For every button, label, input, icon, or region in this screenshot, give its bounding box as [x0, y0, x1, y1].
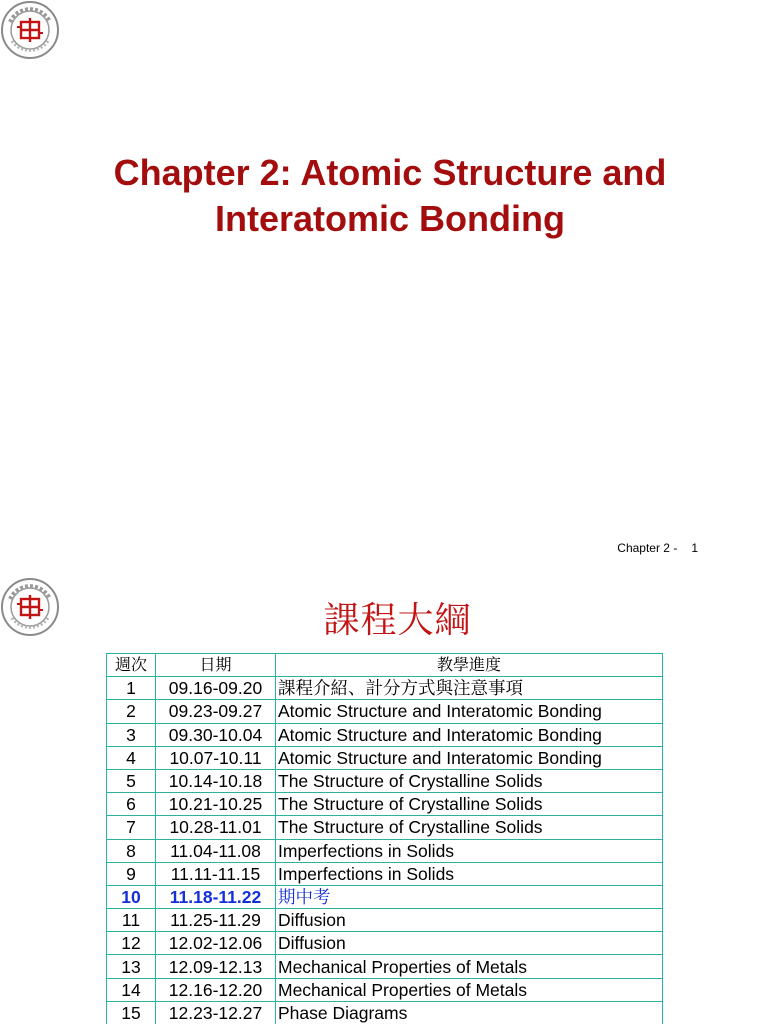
table-row	[107, 816, 663, 839]
topic-cell: Diffusion	[276, 909, 663, 932]
topic-cell: 課程介紹、計分方式與注意事項	[276, 677, 663, 700]
date-cell: 10.21-10.25	[156, 793, 276, 816]
topic-cell: Diffusion	[276, 932, 663, 955]
week-cell: 14	[107, 978, 156, 1001]
week-cell: 4	[107, 746, 156, 769]
syllabus-table	[106, 653, 663, 1024]
table-row	[107, 978, 663, 1001]
week-cell: 3	[107, 723, 156, 746]
week-cell: 11	[107, 909, 156, 932]
slide-2	[0, 576, 768, 1024]
week-cell: 8	[107, 839, 156, 862]
date-cell: 12.23-12.27	[156, 1001, 276, 1024]
date-cell: 09.30-10.04	[156, 723, 276, 746]
week-cell: 12	[107, 932, 156, 955]
page-number: 1	[691, 541, 698, 555]
topic-cell: Atomic Structure and Interatomic Bonding	[276, 723, 663, 746]
topic-cell: The Structure of Crystalline Solids	[276, 769, 663, 792]
table-row	[107, 909, 663, 932]
table-row-midterm	[107, 885, 663, 908]
topic-cell: Mechanical Properties of Metals	[276, 955, 663, 978]
date-cell: 10.07-10.11	[156, 746, 276, 769]
topic-cell: Imperfections in Solids	[276, 839, 663, 862]
syllabus-title: 課程大綱	[323, 600, 472, 641]
table-row	[107, 700, 663, 723]
topic-cell: Atomic Structure and Interatomic Bonding	[276, 700, 663, 723]
table-row	[107, 932, 663, 955]
chapter-title	[40, 150, 740, 242]
slide-footer	[617, 541, 698, 555]
topic-cell: Mechanical Properties of Metals	[276, 978, 663, 1001]
week-cell: 5	[107, 769, 156, 792]
topic-cell: The Structure of Crystalline Solids	[276, 793, 663, 816]
chapter-title-line-2: Interatomic Bonding	[215, 198, 565, 239]
topic-cell: The Structure of Crystalline Solids	[276, 816, 663, 839]
date-cell: 12.02-12.06	[156, 932, 276, 955]
date-cell: 11.18-11.22	[156, 885, 276, 908]
table-row	[107, 839, 663, 862]
date-cell: 11.11-11.15	[156, 862, 276, 885]
date-cell: 12.09-12.13	[156, 955, 276, 978]
date-cell: 09.16-09.20	[156, 677, 276, 700]
date-cell: 11.04-11.08	[156, 839, 276, 862]
week-cell: 13	[107, 955, 156, 978]
date-cell: 10.28-11.01	[156, 816, 276, 839]
week-cell: 9	[107, 862, 156, 885]
table-row	[107, 723, 663, 746]
header-topic: 教學進度	[276, 654, 663, 677]
chapter-title-line-1: Chapter 2: Atomic Structure and	[113, 152, 667, 193]
table-row	[107, 955, 663, 978]
table-row	[107, 1001, 663, 1024]
topic-cell: Imperfections in Solids	[276, 862, 663, 885]
date-cell: 09.23-09.27	[156, 700, 276, 723]
date-cell: 10.14-10.18	[156, 769, 276, 792]
table-row	[107, 769, 663, 792]
week-cell: 6	[107, 793, 156, 816]
topic-cell: 期中考	[276, 885, 663, 908]
topic-cell: Phase Diagrams	[276, 1001, 663, 1024]
table-row	[107, 746, 663, 769]
week-cell: 2	[107, 700, 156, 723]
date-cell: 12.16-12.20	[156, 978, 276, 1001]
table-row	[107, 677, 663, 700]
university-seal-icon	[0, 0, 60, 60]
week-cell: 7	[107, 816, 156, 839]
date-cell: 11.25-11.29	[156, 909, 276, 932]
table-header-row	[107, 654, 663, 677]
topic-cell: Atomic Structure and Interatomic Bonding	[276, 746, 663, 769]
header-date: 日期	[156, 654, 276, 677]
week-cell: 1	[107, 677, 156, 700]
footer-label: Chapter 2 -	[617, 541, 678, 555]
table-row	[107, 862, 663, 885]
week-cell: 10	[107, 885, 156, 908]
header-week: 週次	[107, 654, 156, 677]
week-cell: 15	[107, 1001, 156, 1024]
table-row	[107, 793, 663, 816]
